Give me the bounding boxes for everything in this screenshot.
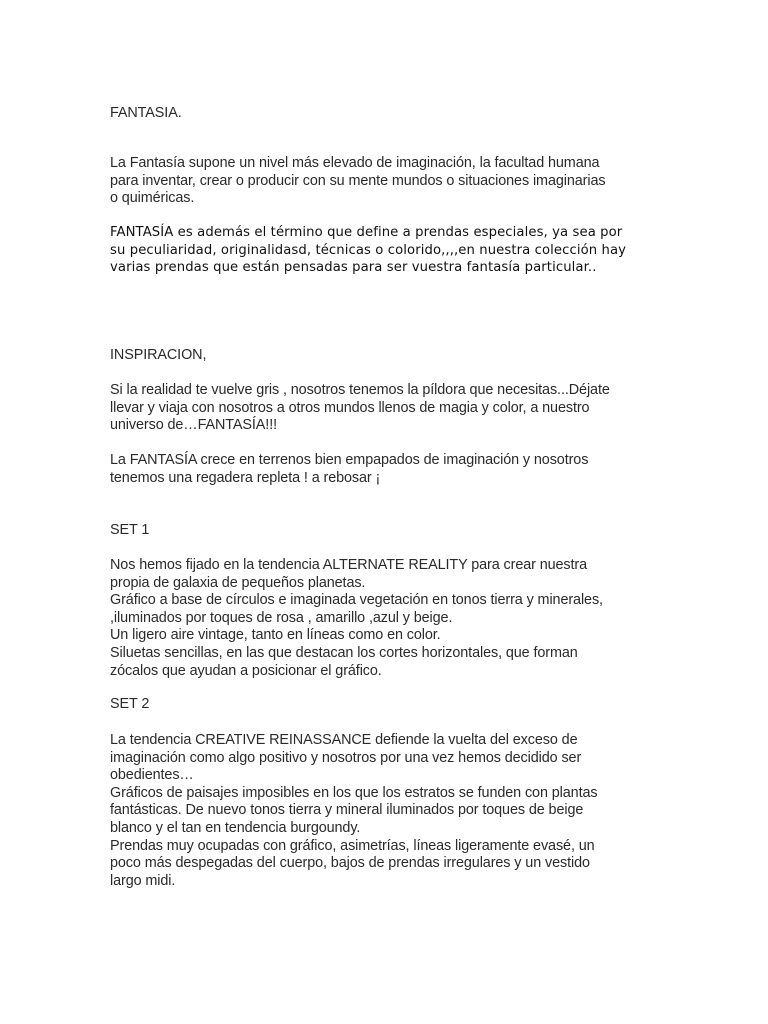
text-line: largo midi. [110, 872, 176, 889]
text-line: blanco y el tan en tendencia burgoundy. [110, 819, 361, 836]
paragraph-inspiracion-2 [110, 452, 670, 487]
text-line: La Fantasía supone un nivel más elevado de imaginación, la facultad humana [110, 155, 600, 171]
paragraph-set-1 [110, 557, 670, 680]
text-line: Un ligero aire vintage, tanto en líneas como en color. [110, 627, 441, 644]
text-line: obedientes… [110, 767, 194, 784]
heading-set-1 [110, 522, 670, 540]
text-line: universo de…FANTASÍA!!! [110, 417, 277, 434]
text-line: tenemos una regadera repleta ! a rebosar ¡ [110, 469, 381, 486]
heading-inspiracion [110, 347, 670, 365]
text-line: Gráficos de paisajes imposibles en los que los estratos se funden con plantas [110, 784, 598, 801]
heading-text: INSPIRACION, [110, 347, 207, 363]
text-line: Siluetas sencillas, en las que destacan los cortes horizontales, que forman [110, 644, 578, 661]
text-line: La FANTASÍA crece en terrenos bien empapados de imaginación y nosotros [110, 452, 589, 468]
paragraph-fantasia-garments [110, 224, 670, 277]
text-line: propia de galaxia de pequeños planetas. [110, 574, 366, 591]
text-line: Si la realidad te vuelve gris , nosotros tenemos la píldora que necesitas...Déjate [110, 382, 610, 398]
text-line: La tendencia CREATIVE REINASSANCE defiende la vuelta del exceso de [110, 732, 578, 748]
text-line: fantásticas. De nuevo tonos tierra y mineral iluminados por toques de beige [110, 802, 584, 819]
paragraph-inspiracion-1 [110, 382, 670, 435]
text-line: poco más despegadas del cuerpo, bajos de prendas irregulares y un vestido [110, 855, 590, 872]
text-line: Nos hemos fijado en la tendencia ALTERNATE REALITY para crear nuestra [110, 557, 588, 573]
heading-text: SET 1 [110, 522, 150, 538]
heading-text: SET 2 [110, 696, 150, 712]
heading-text: FANTASIA. [110, 105, 182, 121]
heading-fantasia [110, 105, 670, 123]
text-line: Gráfico a base de círculos e imaginada vegetación en tonos tierra y minerales, [110, 592, 603, 609]
text-line: FANTASÍA es además el término que define a prendas especiales, ya sea por [110, 225, 623, 240]
paragraph-set-2 [110, 732, 670, 890]
text-line: su peculiaridad, originalidasd, técnicas o colorido,,,,en nuestra colección hay [110, 242, 627, 258]
text-line: llevar y viaja con nosotros a otros mundos llenos de magia y color, a nuestro [110, 399, 590, 416]
text-line: varias prendas que están pensadas para ser vuestra fantasía particular.. [110, 260, 597, 276]
text-line: zócalos que ayudan a posicionar el gráfico. [110, 662, 382, 679]
paragraph-fantasia-definition [110, 155, 670, 208]
text-line: imaginación como algo positivo y nosotros por una vez hemos decidido ser [110, 749, 582, 766]
text-line: ,iluminados por toques de rosa , amarillo ,azul y beige. [110, 609, 453, 626]
text-line: Prendas muy ocupadas con gráfico, asimetrías, líneas ligeramente evasé, un [110, 837, 595, 854]
text-line: o quiméricas. [110, 190, 195, 207]
heading-set-2 [110, 696, 670, 714]
text-line: para inventar, crear o producir con su mente mundos o situaciones imaginarias [110, 172, 606, 189]
